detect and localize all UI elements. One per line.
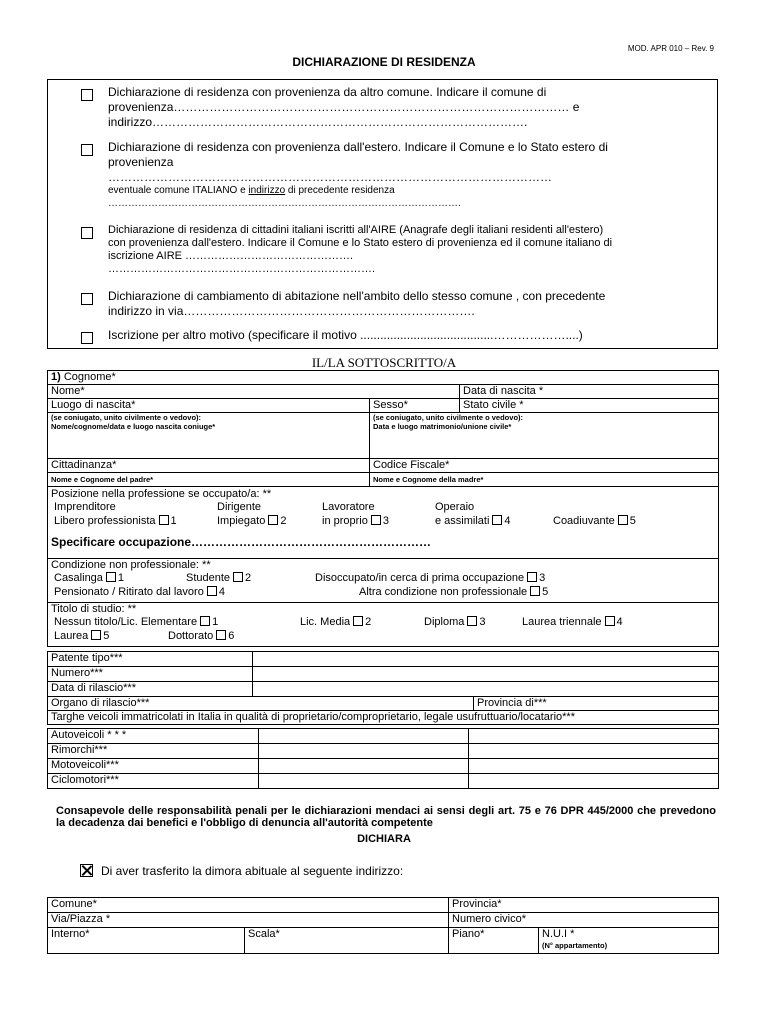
option-text: provenienza bbox=[108, 155, 174, 169]
option-text: ………………………………………………………………………………………………… bbox=[108, 170, 552, 184]
section-title: IL/LA SOTTOSCRITTO/A bbox=[311, 355, 457, 370]
posizione-title: Posizione nella professione se occupato/a: ** bbox=[51, 488, 272, 500]
numero-label: Numero*** bbox=[48, 667, 253, 682]
opt-laurea[interactable]: Laurea 5 bbox=[54, 630, 110, 642]
autoveicoli-field-1[interactable] bbox=[259, 729, 469, 744]
opt-altra-condizione[interactable]: Altra condizione non professionale 5 bbox=[359, 586, 549, 598]
field-nui[interactable]: N.U.I * (N° appartamento) bbox=[539, 928, 719, 954]
option-text: Iscrizione per altro motivo (specificare il motivo ........................................………………....) bbox=[108, 328, 583, 342]
option-text: Dichiarazione di residenza con provenienza dall'estero. Indicare il Comune e lo Stato estero di bbox=[108, 140, 608, 154]
motoveicoli-field-1[interactable] bbox=[259, 759, 469, 774]
ciclomotori-field-1[interactable] bbox=[259, 774, 469, 789]
field-comune[interactable]: Comune* bbox=[48, 898, 449, 913]
opt-dottorato[interactable]: Dottorato 6 bbox=[168, 630, 235, 642]
page-title: DICHIARAZIONE DI RESIDENZA bbox=[292, 55, 476, 69]
opt-libero[interactable]: Libero professionista 1 bbox=[54, 515, 177, 527]
field-sesso[interactable]: Sesso* bbox=[370, 399, 460, 413]
option-text: indirizzo…………………………………………………………………………………. bbox=[108, 115, 528, 129]
field-cognome[interactable]: 1) Cognome* bbox=[48, 371, 719, 385]
checked-box-icon[interactable] bbox=[80, 864, 93, 877]
rimorchi-label: Rimorchi*** bbox=[48, 744, 259, 759]
dichiara-heading: DICHIARA bbox=[357, 833, 411, 845]
checkbox-aire[interactable] bbox=[81, 227, 93, 239]
opt-assimilati[interactable]: e assimilati 4 bbox=[435, 515, 511, 527]
residence-type-box bbox=[47, 79, 718, 349]
form-code: MOD. APR 010 – Rev. 9 bbox=[627, 44, 714, 53]
field-stato-civile[interactable]: Stato civile * bbox=[460, 399, 719, 413]
option-text: ………………………………………………………………. bbox=[108, 263, 376, 275]
opt-disoccupato[interactable]: Disoccupato/in cerca di prima occupazione 3 bbox=[315, 572, 546, 584]
patente-tipo-label: Patente tipo*** bbox=[48, 652, 253, 667]
patente-tipo-field[interactable] bbox=[253, 652, 719, 667]
data-rilascio-field[interactable] bbox=[253, 682, 719, 697]
specificare-occupazione[interactable]: Specificare occupazione…………………………………………………… bbox=[51, 535, 432, 549]
posizione-professione: Posizione nella professione se occupato/a: ** Imprenditore Libero professionista 1 Dirigente Impiegato 2 Lavoratore in proprio 3 Operaio e assimilati 4 Coadiuvante 5 Specificare occupazione…………………………………………………… bbox=[48, 487, 719, 559]
option-text: con provenienza dall'estero. Indicare il Comune e lo Stato estero di provenienza ed il comune italiano di bbox=[108, 237, 613, 249]
option-text: Dichiarazione di cambiamento di abitazione nell'ambito dello stesso comune , con precedente bbox=[108, 289, 606, 303]
autoveicoli-field-2[interactable] bbox=[469, 729, 719, 744]
opt-lic-media[interactable]: Lic. Media 2 bbox=[300, 616, 372, 628]
checkbox-stesso-comune[interactable] bbox=[81, 293, 93, 305]
opt-impiegato[interactable]: Impiegato 2 bbox=[217, 515, 287, 527]
field-piano[interactable]: Piano* bbox=[449, 928, 539, 954]
checkbox-altro-motivo[interactable] bbox=[81, 332, 93, 344]
field-organo-rilascio[interactable]: Organo di rilascio*** bbox=[48, 697, 474, 711]
field-luogo-nascita[interactable]: Luogo di nascita* bbox=[48, 399, 370, 413]
option-text: iscrizione AIRE ………………………………………. bbox=[108, 250, 354, 262]
ciclomotori-label: Ciclomotori*** bbox=[48, 774, 259, 789]
numero-field[interactable] bbox=[253, 667, 719, 682]
option-text: eventuale comune ITALIANO e indirizzo di precedente residenza bbox=[108, 185, 395, 196]
license-table bbox=[47, 651, 719, 725]
field-provincia[interactable]: Provincia* bbox=[449, 898, 719, 913]
field-nome[interactable]: Nome* bbox=[48, 385, 460, 399]
motoveicoli-label: Motoveicoli*** bbox=[48, 759, 259, 774]
opt-diploma[interactable]: Diploma 3 bbox=[424, 616, 486, 628]
option-text: provenienza……………………………………………………………………………………… e bbox=[108, 100, 580, 114]
opt-in-proprio[interactable]: in proprio 3 bbox=[322, 515, 389, 527]
titolo-studio: Titolo di studio: ** Nessun titolo/Lic. Elementare 1 Lic. Media 2 Diploma 3 Laurea triennale 4 Laurea 5 Dottorato 6 bbox=[48, 603, 719, 647]
dimora-statement: Di aver trasferito la dimora abituale al seguente indirizzo: bbox=[80, 864, 403, 878]
opt-coadiuvante[interactable]: Coadiuvante 5 bbox=[553, 515, 636, 527]
condizione-non-professionale: Condizione non professionale: ** Casalinga 1 Studente 2 Disoccupato/in cerca di prima occupazione 3 Pensionato / Ritirato dal lavoro 4 Altra condizione non professionale 5 bbox=[48, 559, 719, 603]
field-provincia-rilascio[interactable]: Provincia di*** bbox=[474, 697, 719, 711]
field-scala[interactable]: Scala* bbox=[245, 928, 449, 954]
option-text: Dichiarazione di residenza di cittadini italiani iscritti all'AIRE (Anagrafe degli italiani residenti all'estero) bbox=[108, 224, 604, 236]
checkbox-altro-comune[interactable] bbox=[81, 89, 93, 101]
autoveicoli-label: Autoveicoli * * * bbox=[48, 729, 259, 744]
vehicles-table bbox=[47, 728, 719, 789]
field-data-nascita[interactable]: Data di nascita * bbox=[460, 385, 719, 399]
opt-casalinga[interactable]: Casalinga 1 bbox=[54, 572, 125, 584]
data-rilascio-label: Data di rilascio*** bbox=[48, 682, 253, 697]
rimorchi-field-1[interactable] bbox=[259, 744, 469, 759]
field-cittadinanza[interactable]: Cittadinanza* bbox=[48, 459, 370, 473]
option-text: Dichiarazione di residenza con provenienza da altro comune. Indicare il comune di bbox=[108, 85, 547, 99]
rimorchi-field-2[interactable] bbox=[469, 744, 719, 759]
ciclomotori-field-2[interactable] bbox=[469, 774, 719, 789]
address-table bbox=[47, 897, 719, 954]
personal-data-table bbox=[47, 370, 719, 647]
field-codice-fiscale[interactable]: Codice Fiscale* bbox=[370, 459, 719, 473]
targhe-title: Targhe veicoli immatricolati in Italia in qualità di proprietario/comproprietario, legale usufruttuario/locatario*** bbox=[48, 711, 719, 725]
field-madre[interactable]: Nome e Cognome della madre* bbox=[370, 473, 719, 487]
motoveicoli-field-2[interactable] bbox=[469, 759, 719, 774]
field-padre[interactable]: Nome e Cognome del padre* bbox=[48, 473, 370, 487]
field-coniuge[interactable]: (se coniugato, unito civilmente o vedovo): Nome/cognome/data e luogo nascita coniuge* bbox=[48, 413, 370, 459]
field-via-piazza[interactable]: Via/Piazza * bbox=[48, 913, 449, 928]
checkbox-estero[interactable] bbox=[81, 144, 93, 156]
option-text: indirizzo in via………………………………………………………………. bbox=[108, 304, 475, 318]
consapevole-text: Consapevole delle responsabilità penali per le dichiarazioni mendaci ai sensi degli art. 75 e 76 DPR 445/2000 che prevedono la decadenza dai benefici e l'obbligo di denuncia all'autorità competente bbox=[56, 805, 716, 829]
field-numero-civico[interactable]: Numero civico* bbox=[449, 913, 719, 928]
opt-nessun-titolo[interactable]: Nessun titolo/Lic. Elementare 1 bbox=[54, 616, 219, 628]
opt-laurea-triennale[interactable]: Laurea triennale 4 bbox=[522, 616, 623, 628]
field-matrimonio[interactable]: (se coniugato, unito civilmente o vedovo): Data e luogo matrimonio/unione civile* bbox=[370, 413, 719, 459]
option-text: ……………………………………………………………………………………………. bbox=[108, 198, 461, 209]
opt-pensionato[interactable]: Pensionato / Ritirato dal lavoro 4 bbox=[54, 586, 225, 598]
field-interno[interactable]: Interno* bbox=[48, 928, 245, 954]
opt-studente[interactable]: Studente 2 bbox=[186, 572, 252, 584]
